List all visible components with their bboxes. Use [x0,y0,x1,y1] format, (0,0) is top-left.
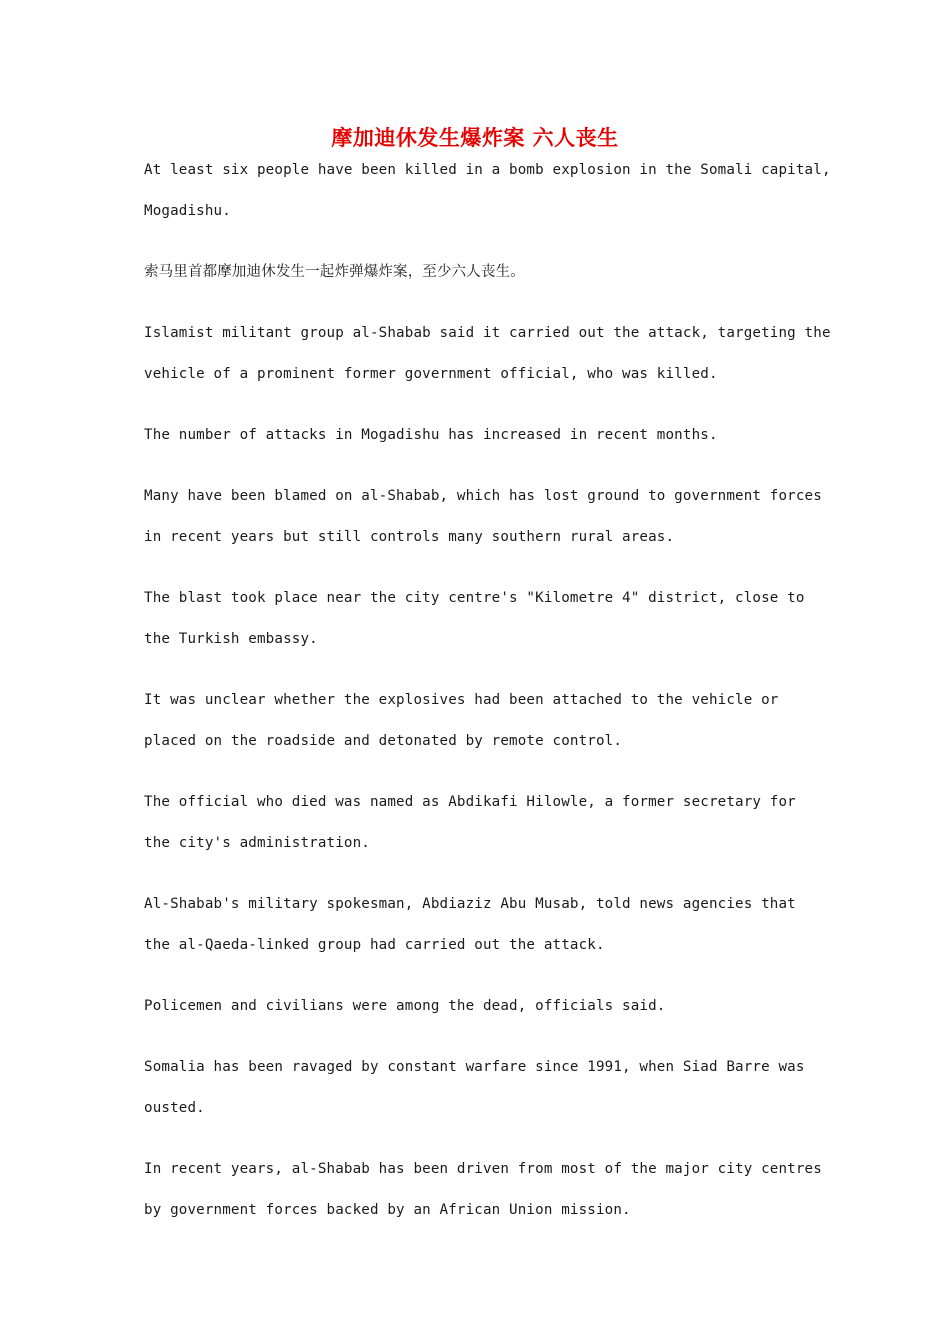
paragraph-gap [144,762,812,782]
paragraph-gap [144,558,812,578]
paragraph-gap [144,1129,812,1149]
paragraph-line: in recent years but still controls many southern rural areas. [144,529,675,545]
paragraph-6 [144,578,812,660]
paragraph-line: vehicle of a prominent former government official, who was killed. [144,366,718,382]
paragraph-10 [144,986,812,1027]
paragraph-line: At least six people have been killed in a bomb explosion in the Somali capital, [144,162,831,178]
paragraph-line: the Turkish embassy. [144,631,318,647]
paragraph-gap [144,395,812,415]
paragraph-4 [144,415,812,456]
paragraph-gap [144,864,812,884]
paragraph-9 [144,884,812,966]
paragraph-3 [144,313,831,395]
paragraph-line: Somalia has been ravaged by constant warfare since 1991, when Siad Barre was [144,1059,805,1075]
paragraph-line: Islamist militant group al-Shabab said it carried out the attack, targeting the [144,325,831,341]
paragraph-line: The official who died was named as Abdikafi Hilowle, a former secretary for [144,794,796,810]
paragraph-gap [144,660,812,680]
paragraph-gap [144,456,812,476]
paragraph-line: Many have been blamed on al-Shabab, which has lost ground to government forces [144,488,822,504]
paragraph-8 [144,782,812,864]
paragraph-line: Mogadishu. [144,203,231,219]
paragraph-line: The blast took place near the city centre's "Kilometre 4" district, close to [144,590,805,606]
paragraph-line: the city's administration. [144,835,370,851]
paragraph-line: It was unclear whether the explosives had been attached to the vehicle or [144,692,779,708]
paragraph-line: the al-Qaeda-linked group had carried out the attack. [144,937,605,953]
paragraph-line: placed on the roadside and detonated by remote control. [144,733,623,749]
article-body [144,150,831,1231]
paragraph-line: Al-Shabab's military spokesman, Abdiaziz Abu Musab, told news agencies that [144,896,796,912]
paragraph-line: In recent years, al-Shabab has been driven from most of the major city centres [144,1161,822,1177]
document-title: 摩加迪休发生爆炸案 六人丧生 [331,126,619,150]
paragraph-1 [144,150,831,232]
paragraph-2-chinese [144,252,812,293]
paragraph-7 [144,680,812,762]
paragraph-11 [144,1047,812,1129]
paragraph-12 [144,1149,822,1231]
paragraph-line: ousted. [144,1100,205,1116]
paragraph-line: The number of attacks in Mogadishu has increased in recent months. [144,427,718,443]
paragraph-gap [144,1027,812,1047]
paragraph-gap [144,293,812,313]
paragraph-line: 索马里首都摩加迪休发生一起炸弹爆炸案，至少六人丧生。 [144,264,525,280]
paragraph-gap [144,966,812,986]
paragraph-5 [144,476,822,558]
paragraph-line: Policemen and civilians were among the dead, officials said. [144,998,666,1014]
paragraph-gap [144,232,812,252]
paragraph-line: by government forces backed by an African Union mission. [144,1202,631,1218]
